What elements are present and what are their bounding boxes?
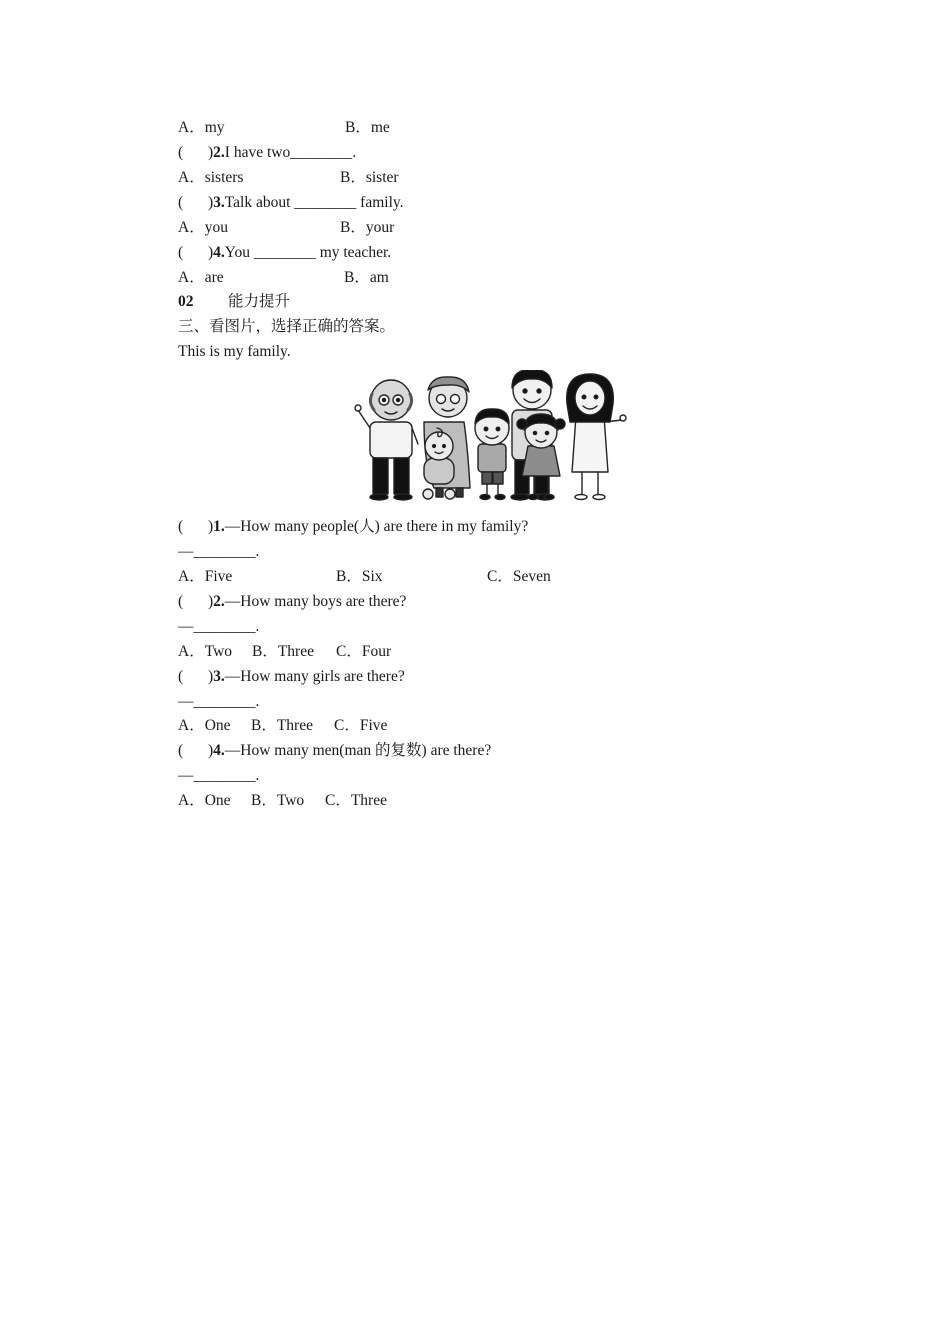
section-heading [178, 291, 290, 313]
option-a: A．One [178, 792, 231, 809]
question-number: 4. [213, 742, 225, 759]
answer-bracket-close: ) [208, 742, 214, 759]
answer-bracket-close: ) [208, 518, 214, 535]
option-b: B．Three [251, 717, 313, 734]
answer-blank[interactable]: —________. [178, 693, 260, 710]
answer-bracket-close: ) [208, 593, 214, 610]
option-b: B．sister [340, 169, 399, 186]
question-3 [178, 192, 404, 214]
option-a: A．my [178, 119, 225, 136]
answer-blank[interactable]: —________. [178, 767, 260, 784]
part-three-heading: 三、看图片，选择正确的答案。 [178, 318, 396, 335]
option-a: A．sisters [178, 169, 244, 186]
answer-bracket-close: ) [208, 668, 214, 685]
option-a: A．are [178, 269, 224, 286]
answer-blank[interactable]: —________. [178, 618, 260, 635]
option-a: A．Five [178, 568, 233, 585]
answer-bracket-open[interactable]: ( [178, 144, 184, 161]
question-text: —How many people(人) are there in my family? [224, 518, 529, 535]
question-number: 2. [213, 593, 225, 610]
question-number: 3. [213, 194, 225, 211]
question-text: I have two________. [224, 144, 357, 161]
question-number: 3. [213, 668, 225, 685]
answer-bracket-close: ) [208, 244, 214, 261]
question-2 [178, 142, 356, 164]
answer-bracket-open[interactable]: ( [178, 742, 184, 759]
answer-bracket-open[interactable]: ( [178, 244, 184, 261]
pic-question-2 [178, 591, 406, 613]
option-c: C．Seven [487, 568, 551, 585]
question-text: —How many girls are there? [224, 668, 405, 685]
option-a: A．you [178, 219, 228, 236]
section-title: 能力提升 [228, 293, 291, 310]
option-b: B．your [340, 219, 395, 236]
question-text: Talk about ________ family. [224, 194, 404, 211]
option-c: C．Four [336, 643, 392, 660]
answer-bracket-open[interactable]: ( [178, 518, 184, 535]
option-b: B．Three [252, 643, 314, 660]
question-number: 1. [213, 518, 225, 535]
mom-figure [567, 374, 626, 500]
answer-blank[interactable]: —________. [178, 543, 260, 560]
pic-question-1 [178, 516, 528, 538]
grandpa-figure [355, 380, 418, 500]
answer-bracket-close: ) [208, 194, 214, 211]
option-c: C．Five [334, 717, 388, 734]
pic-question-3 [178, 666, 405, 688]
question-text: —How many men(man 的复数) are there? [224, 742, 492, 759]
section-number: 02 [178, 293, 194, 310]
question-number: 2. [213, 144, 225, 161]
answer-bracket-open[interactable]: ( [178, 194, 184, 211]
family-picture-icon [352, 370, 632, 504]
option-b: B．Six [336, 568, 383, 585]
question-text: —How many boys are there? [224, 593, 407, 610]
answer-bracket-close: ) [208, 144, 214, 161]
answer-bracket-open[interactable]: ( [178, 668, 184, 685]
question-4 [178, 242, 391, 264]
option-b: B．am [344, 269, 389, 286]
boy-figure [475, 409, 509, 500]
intro-text: This is my family. [178, 343, 291, 360]
option-b: B．me [345, 119, 390, 136]
option-a: A．Two [178, 643, 233, 660]
pic-question-4 [178, 740, 491, 762]
answer-bracket-open[interactable]: ( [178, 593, 184, 610]
option-a: A．One [178, 717, 231, 734]
option-c: C．Three [325, 792, 387, 809]
question-number: 4. [213, 244, 225, 261]
option-b: B．Two [251, 792, 305, 809]
question-text: You ________ my teacher. [224, 244, 392, 261]
